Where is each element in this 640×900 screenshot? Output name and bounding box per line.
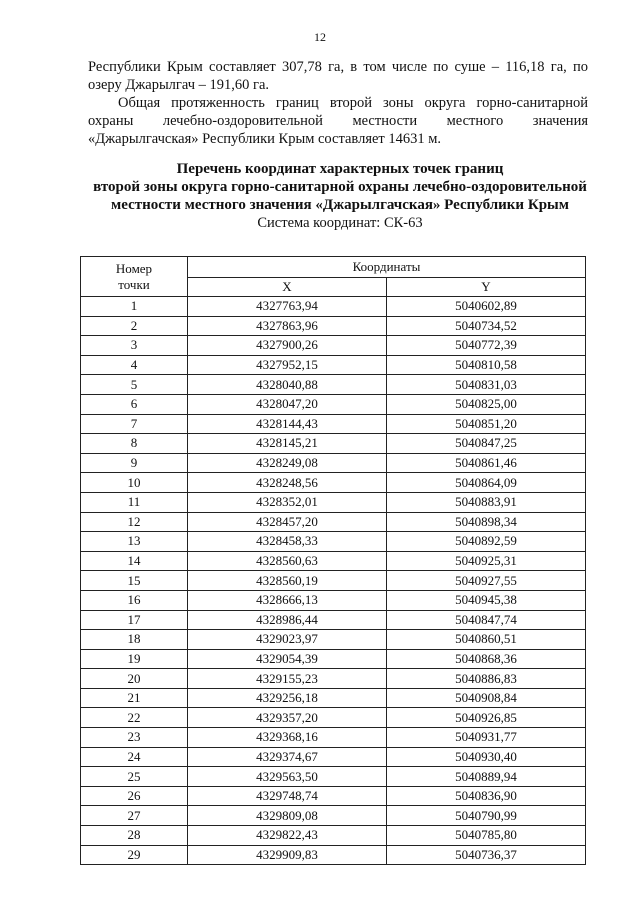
table-row	[81, 434, 586, 454]
x-coordinate-cell: 4328986,44	[188, 610, 387, 630]
table-row	[81, 492, 586, 512]
x-coordinate-cell: 4327763,94	[188, 297, 387, 317]
y-coordinate-cell: 5040825,00	[387, 394, 586, 414]
paragraph-area: Республики Крым составляет 307,78 га, в том числе по суше – 116,18 га, по озеру Джарылгач – 191,60 га.	[88, 59, 588, 93]
point-number-cell: 5	[81, 375, 188, 395]
x-coordinate-cell: 4328560,19	[188, 571, 387, 591]
x-coordinate-cell: 4328145,21	[188, 434, 387, 454]
y-coordinate-cell: 5040810,58	[387, 355, 586, 375]
heading-line-2: второй зоны округа горно-санитарной охраны лечебно-оздоровительной	[93, 179, 587, 195]
table-row	[81, 806, 586, 826]
point-number-cell: 4	[81, 355, 188, 375]
table-row	[81, 747, 586, 767]
y-coordinate-cell: 5040927,55	[387, 571, 586, 591]
y-coordinate-cell: 5040889,94	[387, 767, 586, 787]
point-number-cell: 1	[81, 297, 188, 317]
table-row	[81, 551, 586, 571]
point-number-cell: 26	[81, 786, 188, 806]
x-coordinate-cell: 4328457,20	[188, 512, 387, 532]
y-coordinate-cell: 5040908,84	[387, 688, 586, 708]
x-coordinate-cell: 4327952,15	[188, 355, 387, 375]
y-coordinate-cell: 5040898,34	[387, 512, 586, 532]
table-row	[81, 532, 586, 552]
y-coordinate-cell: 5040926,85	[387, 708, 586, 728]
y-coordinate-cell: 5040864,09	[387, 473, 586, 493]
y-coordinate-cell: 5040931,77	[387, 728, 586, 748]
point-number-cell: 11	[81, 492, 188, 512]
x-coordinate-cell: 4328560,63	[188, 551, 387, 571]
table-row	[81, 786, 586, 806]
x-coordinate-cell: 4329368,16	[188, 728, 387, 748]
y-coordinate-cell: 5040602,89	[387, 297, 586, 317]
point-number-cell: 15	[81, 571, 188, 591]
point-number-cell: 6	[81, 394, 188, 414]
table-row	[81, 473, 586, 493]
header-y: Y	[387, 278, 586, 297]
point-number-cell: 20	[81, 669, 188, 689]
point-number-cell: 13	[81, 532, 188, 552]
header-x: X	[188, 278, 387, 297]
header-point-number	[81, 257, 188, 297]
table-row	[81, 297, 586, 317]
table-row	[81, 336, 586, 356]
table-row	[81, 394, 586, 414]
header-number-line-2: точки	[118, 276, 150, 292]
table-row	[81, 610, 586, 630]
y-coordinate-cell: 5040790,99	[387, 806, 586, 826]
table-row	[81, 316, 586, 336]
x-coordinate-cell: 4329909,83	[188, 845, 387, 865]
table-row	[81, 826, 586, 846]
heading-line-3: местности местного значения «Джарылгачская» Республики Крым	[111, 197, 569, 213]
y-coordinate-cell: 5040736,37	[387, 845, 586, 865]
table-row	[81, 512, 586, 532]
point-number-cell: 2	[81, 316, 188, 336]
y-coordinate-cell: 5040945,38	[387, 590, 586, 610]
table-row	[81, 355, 586, 375]
x-coordinate-cell: 4329374,67	[188, 747, 387, 767]
point-number-cell: 17	[81, 610, 188, 630]
x-coordinate-cell: 4327863,96	[188, 316, 387, 336]
point-number-cell: 27	[81, 806, 188, 826]
y-coordinate-cell: 5040930,40	[387, 747, 586, 767]
x-coordinate-cell: 4329256,18	[188, 688, 387, 708]
y-coordinate-cell: 5040847,74	[387, 610, 586, 630]
header-number-line-1: Номер	[115, 260, 153, 276]
point-number-cell: 23	[81, 728, 188, 748]
y-coordinate-cell: 5040785,80	[387, 826, 586, 846]
x-coordinate-cell: 4329809,08	[188, 806, 387, 826]
point-number-cell: 14	[81, 551, 188, 571]
y-coordinate-cell: 5040925,31	[387, 551, 586, 571]
table-row	[81, 669, 586, 689]
x-coordinate-cell: 4329155,23	[188, 669, 387, 689]
x-coordinate-cell: 4328248,56	[188, 473, 387, 493]
point-number-cell: 3	[81, 336, 188, 356]
y-coordinate-cell: 5040836,90	[387, 786, 586, 806]
point-number-cell: 25	[81, 767, 188, 787]
y-coordinate-cell: 5040860,51	[387, 630, 586, 650]
x-coordinate-cell: 4328666,13	[188, 590, 387, 610]
point-number-cell: 16	[81, 590, 188, 610]
point-number-cell: 24	[81, 747, 188, 767]
x-coordinate-cell: 4328458,33	[188, 532, 387, 552]
point-number-cell: 21	[81, 688, 188, 708]
table-row	[81, 453, 586, 473]
x-coordinate-cell: 4328249,08	[188, 453, 387, 473]
y-coordinate-cell: 5040861,46	[387, 453, 586, 473]
table-row	[81, 767, 586, 787]
point-number-cell: 7	[81, 414, 188, 434]
y-coordinate-cell: 5040892,59	[387, 532, 586, 552]
table-row	[81, 571, 586, 591]
x-coordinate-cell: 4329822,43	[188, 826, 387, 846]
table-row	[81, 590, 586, 610]
x-coordinate-cell: 4329748,74	[188, 786, 387, 806]
point-number-cell: 12	[81, 512, 188, 532]
x-coordinate-cell: 4329357,20	[188, 708, 387, 728]
table-body	[81, 297, 586, 865]
x-coordinate-cell: 4327900,26	[188, 336, 387, 356]
point-number-cell: 9	[81, 453, 188, 473]
table-row	[81, 728, 586, 748]
y-coordinate-cell: 5040883,91	[387, 492, 586, 512]
table-row	[81, 708, 586, 728]
x-coordinate-cell: 4328352,01	[188, 492, 387, 512]
y-coordinate-cell: 5040734,52	[387, 316, 586, 336]
y-coordinate-cell: 5040831,03	[387, 375, 586, 395]
x-coordinate-cell: 4328047,20	[188, 394, 387, 414]
y-coordinate-cell: 5040886,83	[387, 669, 586, 689]
page-number: 12	[314, 30, 326, 44]
table-row	[81, 630, 586, 650]
table-row	[81, 375, 586, 395]
heading-line-1: Перечень координат характерных точек границ	[176, 161, 504, 177]
table-row	[81, 414, 586, 434]
y-coordinate-cell: 5040772,39	[387, 336, 586, 356]
x-coordinate-cell: 4329054,39	[188, 649, 387, 669]
header-coordinates: Координаты	[188, 257, 586, 278]
y-coordinate-cell: 5040868,36	[387, 649, 586, 669]
point-number-cell: 22	[81, 708, 188, 728]
point-number-cell: 19	[81, 649, 188, 669]
table-row	[81, 845, 586, 865]
y-coordinate-cell: 5040851,20	[387, 414, 586, 434]
x-coordinate-cell: 4328040,88	[188, 375, 387, 395]
point-number-cell: 8	[81, 434, 188, 454]
point-number-cell: 29	[81, 845, 188, 865]
x-coordinate-cell: 4328144,43	[188, 414, 387, 434]
point-number-cell: 28	[81, 826, 188, 846]
table-row	[81, 649, 586, 669]
point-number-cell: 10	[81, 473, 188, 493]
coordinate-system: Система координат: СК-63	[257, 215, 423, 231]
x-coordinate-cell: 4329023,97	[188, 630, 387, 650]
x-coordinate-cell: 4329563,50	[188, 767, 387, 787]
coordinates-table	[80, 256, 586, 865]
point-number-cell: 18	[81, 630, 188, 650]
paragraph-perimeter: Общая протяженность границ второй зоны округа горно-санитарной охраны лечебно-оздоровительной местности местного значения «Джарылгачская» Республики Крым составляет 14631 м.	[88, 95, 588, 147]
table-row	[81, 688, 586, 708]
y-coordinate-cell: 5040847,25	[387, 434, 586, 454]
table-heading	[60, 160, 620, 232]
